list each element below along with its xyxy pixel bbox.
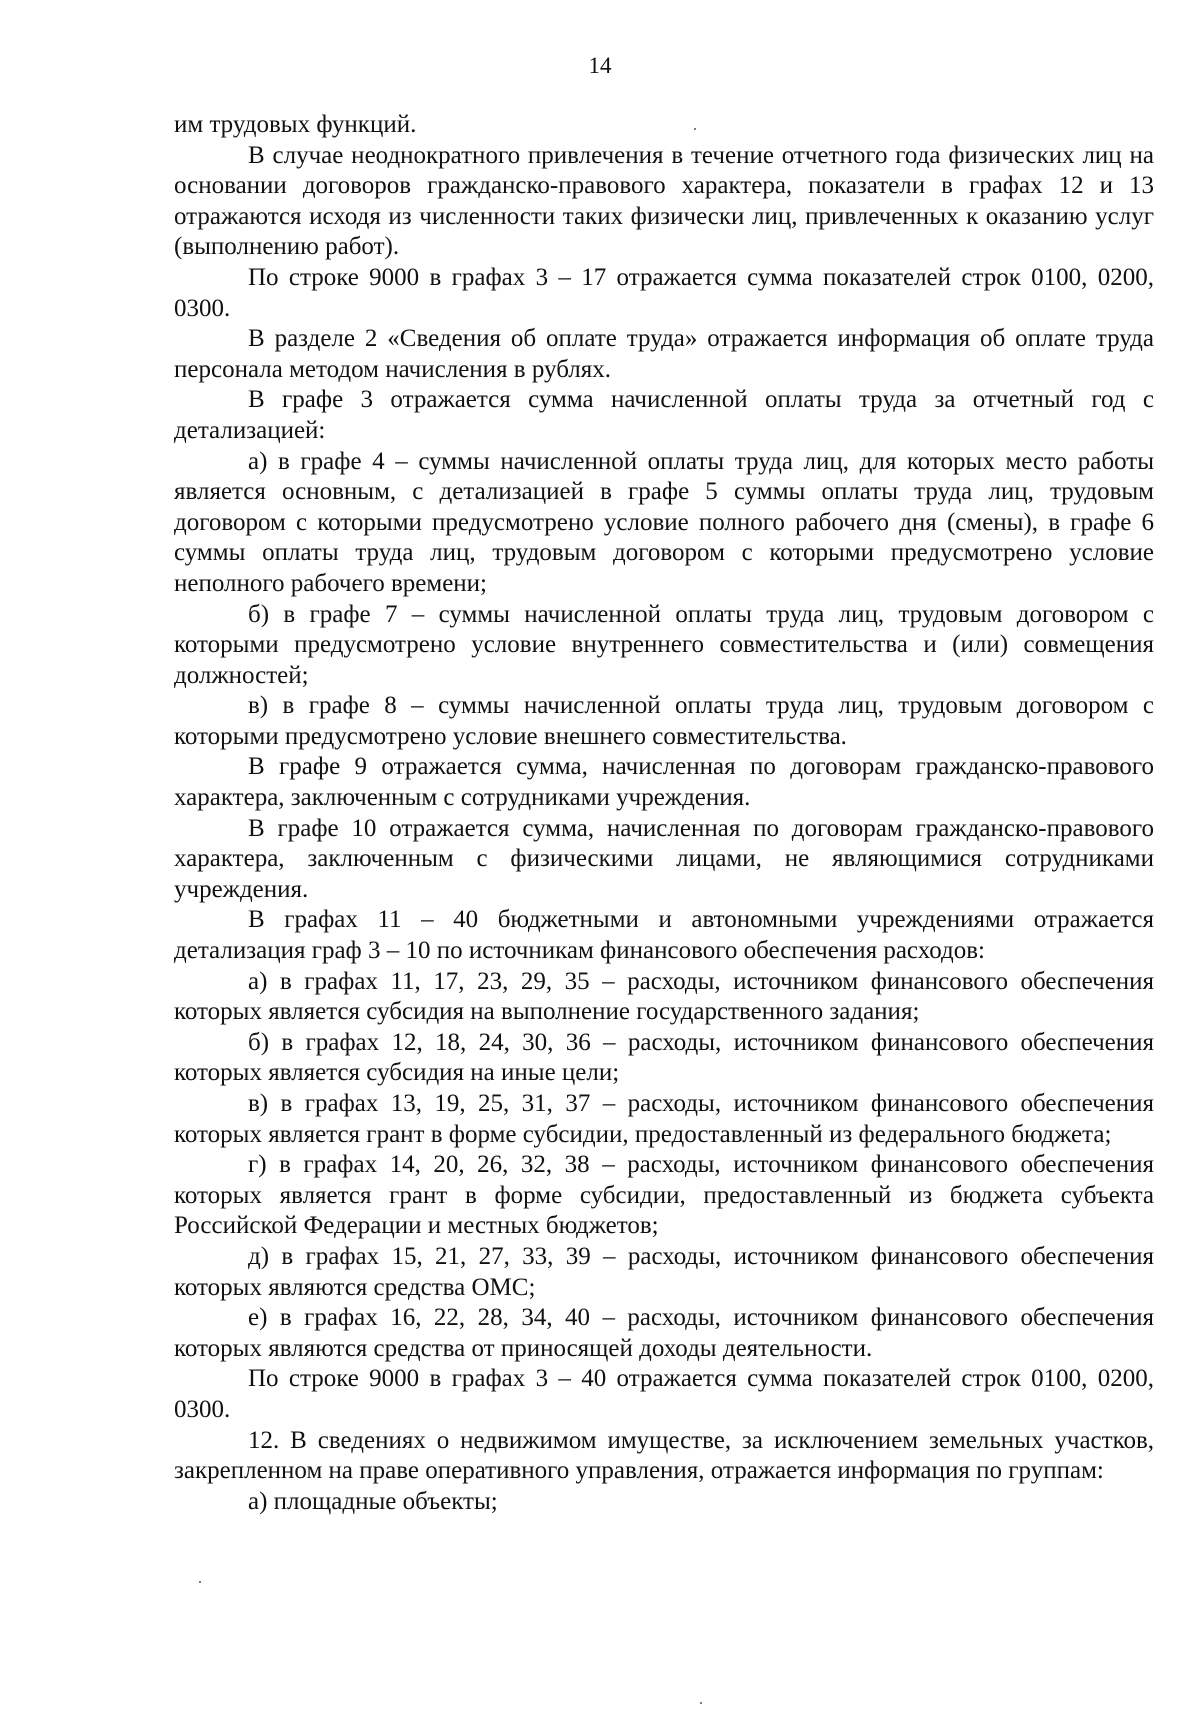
paragraph: а) в графе 4 – суммы начисленной оплаты труда лиц, для которых место работы является основным, с детализацией в графе 5 суммы оплаты труда лиц, трудовым договором с которыми предусмотрено условие полного рабочего дня (смены), в графе 6 суммы оплаты труда лиц, трудовым договором с которыми предусмотрено условие неполного рабочего времени; [174,447,1154,597]
paragraph: е) в графах 16, 22, 28, 34, 40 – расходы, источником финансового обеспечения которых являются средства от приносящей доходы деятельности. [174,1304,1154,1362]
scan-speck [199,1581,201,1583]
page-number: 14 [588,53,612,78]
paragraph: По строке 9000 в графах 3 – 17 отражается сумма показателей строк 0100, 0200, 0300. [174,263,1154,322]
paragraph: в) в графе 8 – суммы начисленной оплаты труда лиц, трудовым договором с которыми предусмотрено условие внешнего совместительства. [174,692,1154,750]
paragraph: б) в графе 7 – суммы начисленной оплаты труда лиц, трудовым договором с которыми предусмотрено условие внутреннего совместительства и (или) совмещения должностей; [174,600,1154,689]
paragraph: В графе 9 отражается сумма, начисленная по договорам гражданско-правового характера, заключенным с сотрудниками учреждения. [174,753,1154,812]
paragraph: По строке 9000 в графах 3 – 40 отражается сумма показателей строк 0100, 0200, 0300. [174,1365,1154,1423]
paragraph: а) площадные объекты; [248,1487,498,1515]
scan-speck [700,1702,702,1704]
paragraph: В разделе 2 «Сведения об оплате труда» отражается информация об оплате труда персонала методом начисления в рублях. [174,325,1154,383]
paragraph: б) в графах 12, 18, 24, 30, 36 – расходы, источником финансового обеспечения которых является субсидия на иные цели; [174,1028,1154,1087]
paragraph: В графе 10 отражается сумма, начисленная по договорам гражданско-правового характера, заключенным с физическими лицами, не являющимися сотрудниками учреждения. [174,814,1154,903]
paragraph: В случае неоднократного привлечения в течение отчетного года физических лиц на основании договоров гражданско-правового характера, показатели в графах 12 и 13 отражаются исходя из численности таких физически лиц, привлеченных к оказанию услуг (выполнению работ). [174,141,1154,261]
scan-speck [694,128,696,130]
body-text [174,110,1154,1517]
paragraph: а) в графах 11, 17, 23, 29, 35 – расходы, источником финансового обеспечения которых является субсидия на выполнение государственного задания; [174,967,1154,1026]
paragraph: В графах 11 – 40 бюджетными и автономными учреждениями отражается детализация граф 3 – 10 по источникам финансового обеспечения расходов: [174,906,1154,965]
paragraph: 12. В сведениях о недвижимом имуществе, за исключением земельных участков, закрепленном на праве оперативного управления, отражается информация по группам: [174,1426,1154,1485]
paragraph: им трудовых функций. [174,111,417,138]
paragraph: в) в графах 13, 19, 25, 31, 37 – расходы, источником финансового обеспечения которых является грант в форме субсидии, предоставленный из федерального бюджета; [174,1090,1154,1148]
paragraph: г) в графах 14, 20, 26, 32, 38 – расходы, источником финансового обеспечения которых является грант в форме субсидии, предоставленный из бюджета субъекта Российской Федерации и местных бюджетов; [174,1151,1154,1240]
paragraph: д) в графах 15, 21, 27, 33, 39 – расходы, источником финансового обеспечения которых являются средства ОМС; [174,1242,1154,1301]
paragraph: В графе 3 отражается сумма начисленной оплаты труда за отчетный год с детализацией: [174,386,1154,444]
